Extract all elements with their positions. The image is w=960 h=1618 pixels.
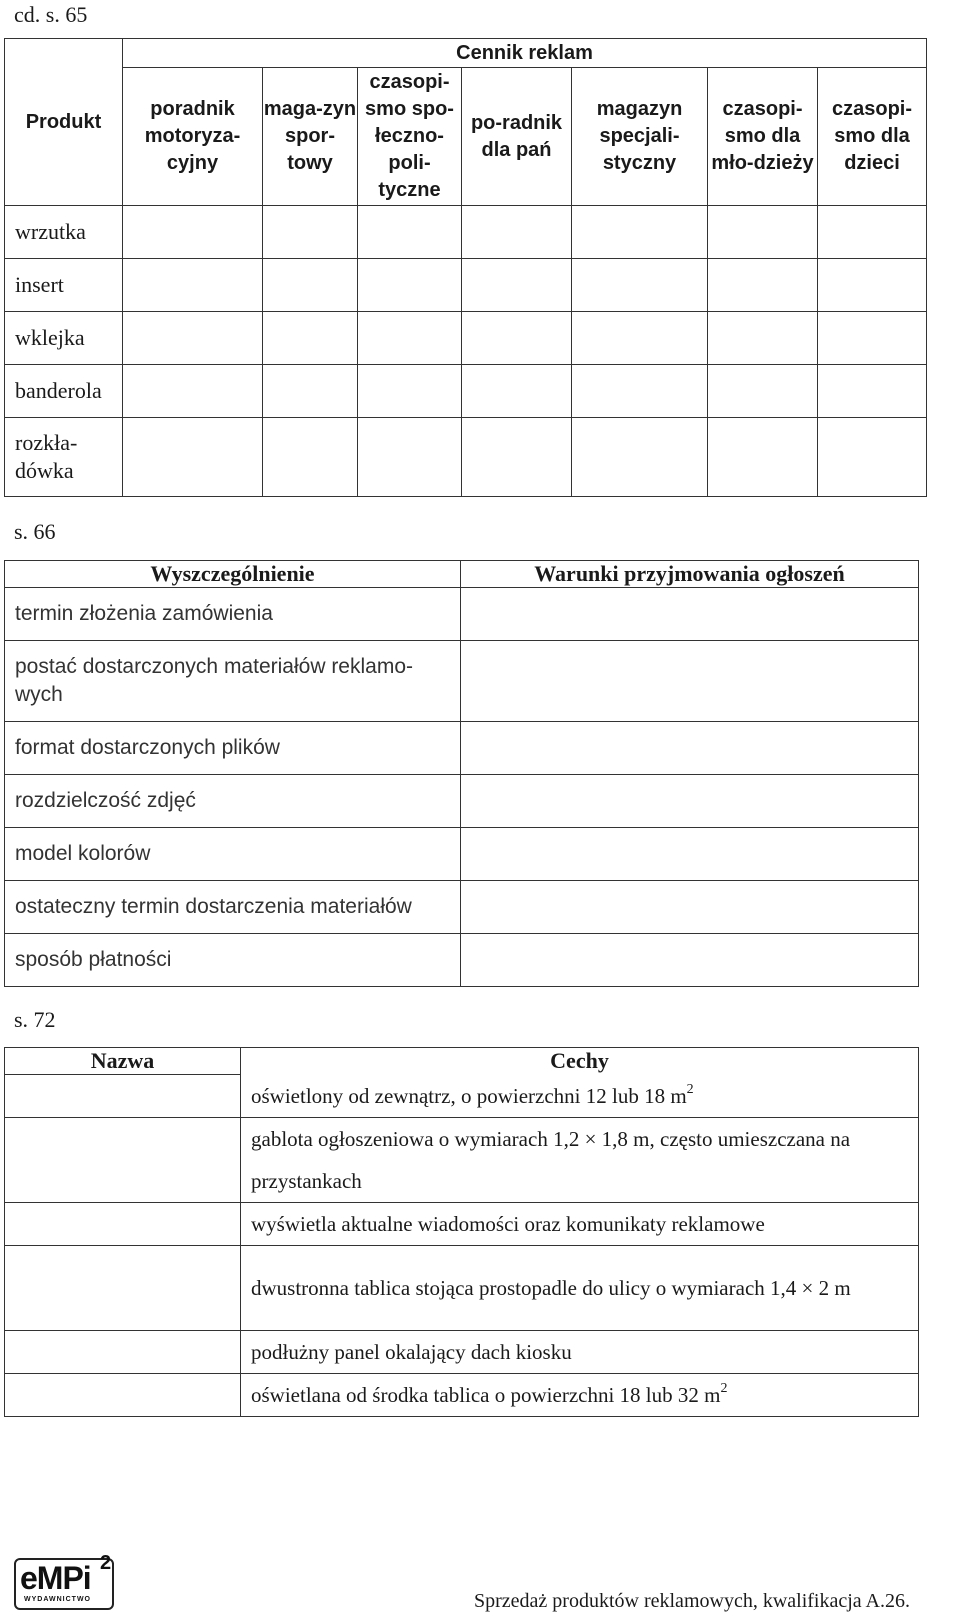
row-label: insert (5, 259, 123, 312)
row-label: rozkła-dówka (5, 418, 123, 497)
price-cell[interactable] (462, 418, 572, 497)
header-features: Cechy (241, 1048, 919, 1075)
column-header: maga-zyn spor-towy (263, 68, 358, 206)
price-cell[interactable] (818, 312, 927, 365)
table-row (5, 1203, 919, 1246)
page-ref-66: s. 66 (14, 519, 56, 544)
row-label: rozdzielczość zdjęć (5, 775, 461, 828)
price-cell[interactable] (708, 312, 818, 365)
answer-cell[interactable] (461, 588, 919, 641)
price-cell[interactable] (462, 206, 572, 259)
header-product: Produkt (5, 39, 123, 206)
answer-cell[interactable] (461, 775, 919, 828)
name-cell[interactable] (5, 1331, 241, 1374)
table-row (5, 1075, 919, 1118)
price-cell[interactable] (123, 365, 263, 418)
header-specification: Wyszczególnienie (5, 561, 461, 588)
header-price-list: Cennik reklam (123, 39, 927, 68)
column-header: magazyn specjali-styczny (572, 68, 708, 206)
column-header: czasopi-smo dla mło-dzieży (708, 68, 818, 206)
price-cell[interactable] (708, 259, 818, 312)
price-cell[interactable] (263, 418, 358, 497)
page-ref-72: s. 72 (14, 1007, 56, 1032)
table-row (5, 418, 927, 497)
name-cell[interactable] (5, 1118, 241, 1203)
feature-cell: dwustronna tablica stojąca prostopadle do ulicy o wymiarach 1,4 × 2 m (241, 1246, 919, 1331)
feature-cell: oświetlony od zewnątrz, o powierzchni 12 lub 18 $m^2$ (241, 1075, 919, 1118)
price-cell[interactable] (462, 259, 572, 312)
feature-cell: gablota ogłoszeniowa o wymiarach 1,2 × 1,8 m, często umieszczana na przystankach (241, 1118, 919, 1203)
page-ref-65: cd. s. 65 (14, 2, 88, 27)
row-label: ostateczny termin dostarczenia materiałów (5, 881, 461, 934)
media-names-table (4, 1047, 919, 1417)
row-label: sposób płatności (5, 934, 461, 987)
price-cell[interactable] (263, 365, 358, 418)
price-cell[interactable] (708, 418, 818, 497)
empi-logo: eMPi 2 WYDAWNICTWO (14, 1558, 118, 1610)
answer-cell[interactable] (461, 881, 919, 934)
table-row (5, 828, 919, 881)
table-row (5, 1118, 919, 1203)
table-row (5, 775, 919, 828)
name-cell[interactable] (5, 1246, 241, 1331)
price-cell[interactable] (263, 206, 358, 259)
price-cell[interactable] (358, 365, 462, 418)
price-cell[interactable] (708, 365, 818, 418)
price-cell[interactable] (123, 259, 263, 312)
price-cell[interactable] (572, 206, 708, 259)
feature-cell: oświetlana od środka tablica o powierzchni 18 lub 32 $m^2$ (241, 1374, 919, 1417)
table-row (5, 365, 927, 418)
column-header: poradnik motoryza-cyjny (123, 68, 263, 206)
table-row (5, 259, 927, 312)
row-label: termin złożenia zamówienia (5, 588, 461, 641)
column-header: czasopi-smo dla dzieci (818, 68, 927, 206)
column-header: czasopi-smo spo-łeczno-poli-tyczne (358, 68, 462, 206)
price-cell[interactable] (123, 206, 263, 259)
price-cell[interactable] (572, 312, 708, 365)
price-cell[interactable] (358, 259, 462, 312)
table-row (5, 206, 927, 259)
price-cell[interactable] (358, 418, 462, 497)
row-label: model kolorów (5, 828, 461, 881)
row-label: wrzutka (5, 206, 123, 259)
footer-text: Sprzedaż produktów reklamowych, kwalifikacja A.26. (474, 1590, 910, 1612)
row-label: banderola (5, 365, 123, 418)
price-cell[interactable] (462, 365, 572, 418)
price-cell[interactable] (818, 365, 927, 418)
row-label: postać dostarczonych materiałów reklamo-wych (5, 641, 461, 722)
table-row (5, 881, 919, 934)
ad-terms-table (4, 560, 919, 987)
name-cell[interactable] (5, 1075, 241, 1118)
price-cell[interactable] (263, 312, 358, 365)
price-cell[interactable] (123, 418, 263, 497)
header-conditions: Warunki przyjmowania ogłoszeń (461, 561, 919, 588)
price-cell[interactable] (708, 206, 818, 259)
table-row (5, 641, 919, 722)
table-row (5, 1331, 919, 1374)
price-cell[interactable] (263, 259, 358, 312)
price-cell[interactable] (358, 312, 462, 365)
table-row (5, 588, 919, 641)
table-row (5, 722, 919, 775)
price-cell[interactable] (818, 206, 927, 259)
price-cell[interactable] (123, 312, 263, 365)
price-cell[interactable] (818, 259, 927, 312)
answer-cell[interactable] (461, 934, 919, 987)
price-cell[interactable] (358, 206, 462, 259)
table-row (5, 934, 919, 987)
answer-cell[interactable] (461, 722, 919, 775)
name-cell[interactable] (5, 1203, 241, 1246)
column-header: po-radnik dla pań (462, 68, 572, 206)
header-name: Nazwa (5, 1048, 241, 1075)
row-label: format dostarczonych plików (5, 722, 461, 775)
table-row (5, 312, 927, 365)
price-list-table (4, 38, 927, 497)
feature-cell: wyświetla aktualne wiadomości oraz komunikaty reklamowe (241, 1203, 919, 1246)
price-cell[interactable] (572, 365, 708, 418)
row-label: wklejka (5, 312, 123, 365)
answer-cell[interactable] (461, 641, 919, 722)
price-cell[interactable] (462, 312, 572, 365)
table-row (5, 1374, 919, 1417)
feature-cell: podłużny panel okalający dach kiosku (241, 1331, 919, 1374)
price-cell[interactable] (818, 418, 927, 497)
table-row (5, 1246, 919, 1331)
price-cell[interactable] (572, 259, 708, 312)
answer-cell[interactable] (461, 828, 919, 881)
price-cell[interactable] (572, 418, 708, 497)
name-cell[interactable] (5, 1374, 241, 1417)
